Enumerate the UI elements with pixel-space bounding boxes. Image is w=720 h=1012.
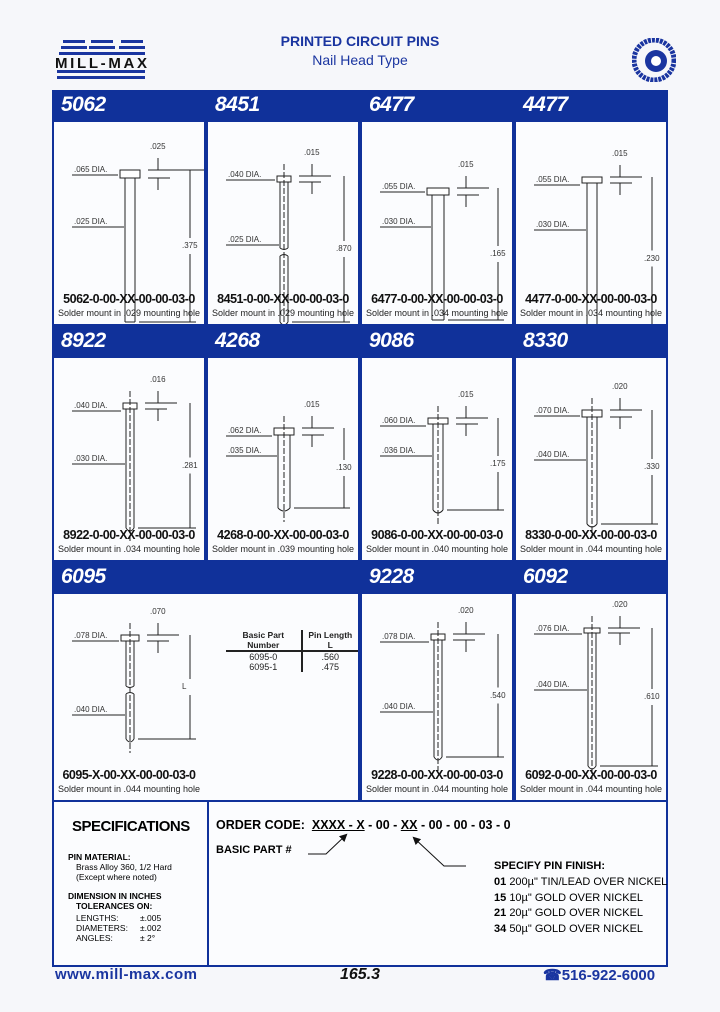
page-subtitle: Nail Head Type bbox=[312, 52, 408, 68]
length-label: .165 bbox=[490, 249, 506, 258]
order-part-number: 5062-0-00-XX-00-00-03-0 bbox=[63, 292, 195, 306]
pin-panel bbox=[362, 594, 512, 800]
shaft-diameter-label: .030 DIA. bbox=[382, 217, 416, 226]
page-title: PRINTED CIRCUIT PINS bbox=[280, 33, 440, 49]
head-thickness-label: .015 bbox=[304, 400, 320, 409]
pin-panel bbox=[516, 594, 666, 800]
page-number: 165.3 bbox=[340, 966, 381, 983]
pin-panel bbox=[362, 358, 512, 560]
phone-number: 516-922-6000 bbox=[561, 967, 656, 984]
shaft-diameter-label: .040 DIA. bbox=[536, 450, 570, 459]
mounting-note: Solder mount in .034 mounting hole bbox=[519, 308, 663, 318]
part-number-header: 4477 bbox=[523, 93, 568, 116]
tolerance-label: DIAMETERS: bbox=[76, 923, 128, 933]
length-label: .375 bbox=[182, 241, 198, 250]
tolerance-label: LENGTHS: bbox=[76, 913, 119, 923]
order-part-number: 8451-0-00-XX-00-00-03-0 bbox=[217, 292, 349, 306]
order-part-number: 4268-0-00-XX-00-00-03-0 bbox=[217, 528, 349, 542]
pin-panel bbox=[516, 358, 666, 560]
mounting-note: Solder mount in .029 mounting hole bbox=[211, 308, 355, 318]
pin-panel bbox=[208, 122, 358, 324]
specifications-box bbox=[52, 800, 668, 967]
head-thickness-label: .020 bbox=[612, 600, 628, 609]
mounting-note: Solder mount in .034 mounting hole bbox=[57, 544, 201, 554]
length-label: .130 bbox=[336, 463, 352, 472]
finish-code: 01 bbox=[494, 876, 507, 888]
part-number-header: 5062 bbox=[61, 93, 106, 116]
specifications-title: SPECIFICATIONS bbox=[72, 818, 190, 835]
phone-icon: ☎ bbox=[543, 967, 562, 984]
pin-material-label: PIN MATERIAL: bbox=[68, 852, 131, 862]
head-diameter-label: .078 DIA. bbox=[74, 631, 108, 640]
part-number-header: 9086 bbox=[369, 329, 414, 352]
pin-finish-label: SPECIFY PIN FINISH: bbox=[494, 860, 606, 872]
col-basic-part: Basic Part Number bbox=[226, 630, 302, 651]
shaft-diameter-label: .040 DIA. bbox=[536, 680, 570, 689]
shaft-diameter-label: .025 DIA. bbox=[228, 235, 262, 244]
part-number-header: 8451 bbox=[215, 93, 260, 116]
order-part-number: 8330-0-00-XX-00-00-03-0 bbox=[525, 528, 657, 542]
svg-text:MILL-MAX: MILL-MAX bbox=[55, 55, 147, 72]
pin-material: Brass Alloy 360, 1/2 Hard bbox=[76, 862, 172, 872]
part-number-header: 6092 bbox=[523, 565, 568, 588]
head-diameter-label: .040 DIA. bbox=[228, 170, 262, 179]
order-code-finish: XX bbox=[400, 818, 418, 832]
table-row bbox=[226, 662, 358, 672]
shaft-diameter-label: .030 DIA. bbox=[74, 454, 108, 463]
col-pin-length: Pin Length L bbox=[302, 630, 358, 651]
tolerance-value: ± 2° bbox=[140, 933, 156, 943]
precision-seal bbox=[632, 38, 676, 87]
head-diameter-label: .055 DIA. bbox=[382, 182, 416, 191]
mounting-note: Solder mount in .044 mounting hole bbox=[57, 784, 201, 794]
website-link[interactable]: www.mill-max.com bbox=[55, 966, 198, 983]
tolerances-label: TOLERANCES ON: bbox=[76, 901, 153, 911]
mounting-note: Solder mount in .044 mounting hole bbox=[519, 544, 663, 554]
finish-description: 10µ" GOLD OVER NICKEL bbox=[509, 891, 644, 904]
length-label: .175 bbox=[490, 459, 506, 468]
part-number-header: 8922 bbox=[61, 329, 106, 352]
head-diameter-label: .078 DIA. bbox=[382, 632, 416, 641]
head-thickness-label: .070 bbox=[150, 607, 166, 616]
length-label: .540 bbox=[490, 690, 506, 700]
shaft-diameter-label: .025 DIA. bbox=[74, 217, 108, 226]
head-thickness-label: .016 bbox=[150, 375, 166, 384]
order-part-number: 6092-0-00-XX-00-00-03-0 bbox=[525, 768, 657, 782]
pin-length-cell: .475 bbox=[321, 662, 340, 672]
order-part-number: 4477-0-00-XX-00-00-03-0 bbox=[525, 292, 657, 306]
head-diameter-label: .062 DIA. bbox=[228, 426, 262, 435]
head-thickness-label: .015 bbox=[612, 149, 628, 158]
finish-code: 34 bbox=[494, 922, 507, 935]
table-row bbox=[226, 651, 358, 662]
length-label: .330 bbox=[644, 462, 660, 471]
basic-part-cell: 6095-1 bbox=[226, 662, 302, 672]
tolerance-value: ±.005 bbox=[140, 913, 162, 923]
head-diameter-label: .076 DIA. bbox=[536, 624, 570, 633]
head-thickness-label: .015 bbox=[458, 390, 474, 399]
part-number-header: 8330 bbox=[523, 329, 568, 352]
pin-head bbox=[427, 188, 449, 195]
pin-panel bbox=[54, 122, 204, 324]
length-label: .281 bbox=[182, 460, 198, 470]
finish-option bbox=[494, 923, 643, 935]
length-label: .230 bbox=[644, 253, 660, 263]
pin-length-table bbox=[226, 630, 358, 672]
head-diameter-label: .065 DIA. bbox=[74, 165, 108, 174]
order-code-sep: - 00 - bbox=[364, 818, 401, 832]
basic-part-cell: 6095-0 bbox=[226, 651, 302, 662]
pin-panel bbox=[54, 594, 358, 800]
pin-length-cell: .560 bbox=[321, 652, 340, 662]
mounting-note: Solder mount in .044 mounting hole bbox=[519, 784, 663, 794]
order-part-number: 6095-X-00-XX-00-00-03-0 bbox=[62, 768, 196, 782]
dimension-label: DIMENSION IN INCHES bbox=[68, 891, 162, 901]
head-diameter-label: .055 DIA. bbox=[536, 175, 570, 184]
shaft-diameter-label: .035 DIA. bbox=[228, 446, 262, 455]
finish-option bbox=[494, 892, 643, 904]
pin-panel bbox=[54, 358, 204, 560]
finish-description: 200µ" TIN/LEAD OVER NICKEL bbox=[509, 876, 668, 888]
pin-head bbox=[582, 177, 602, 183]
mounting-note: Solder mount in .039 mounting hole bbox=[211, 544, 355, 554]
head-thickness-label: .020 bbox=[458, 606, 474, 615]
order-code-label: ORDER CODE: bbox=[216, 818, 305, 832]
finish-description: 20µ" GOLD OVER NICKEL bbox=[509, 907, 644, 919]
length-label: L bbox=[182, 682, 187, 691]
head-diameter-label: .060 DIA. bbox=[382, 416, 416, 425]
order-part-number: 8922-0-00-XX-00-00-03-0 bbox=[63, 528, 195, 542]
basic-part-label: BASIC PART # bbox=[216, 844, 292, 856]
shaft-diameter-label: .036 DIA. bbox=[382, 446, 416, 455]
mounting-note: Solder mount in .034 mounting hole bbox=[365, 308, 509, 318]
precision-seal-icon bbox=[632, 38, 676, 82]
head-diameter-label: .040 DIA. bbox=[74, 401, 108, 410]
mounting-note: Solder mount in .040 mounting hole bbox=[365, 544, 509, 554]
length-label: .870 bbox=[336, 244, 352, 253]
order-part-number: 9086-0-00-XX-00-00-03-0 bbox=[371, 528, 503, 542]
order-code-rest: - 00 - 00 - 03 - 0 bbox=[417, 818, 511, 832]
finish-option bbox=[494, 876, 667, 888]
shaft-diameter-label: .040 DIA. bbox=[74, 705, 108, 714]
head-thickness-label: .020 bbox=[612, 382, 628, 391]
part-number-header: 6477 bbox=[369, 93, 414, 116]
finish-option bbox=[494, 907, 643, 919]
tolerance-label: ANGLES: bbox=[76, 933, 113, 943]
order-part-number: 6477-0-00-XX-00-00-03-0 bbox=[371, 292, 503, 306]
shaft-diameter-label: .030 DIA. bbox=[536, 220, 570, 229]
tolerance-value: ±.002 bbox=[140, 923, 162, 933]
part-number-header: 4268 bbox=[215, 329, 260, 352]
mounting-note: Solder mount in .044 mounting hole bbox=[365, 784, 509, 794]
length-label: .610 bbox=[644, 692, 660, 701]
finish-description: 50µ" GOLD OVER NICKEL bbox=[509, 922, 644, 935]
order-part-number: 9228-0-00-XX-00-00-03-0 bbox=[371, 768, 503, 782]
finish-code: 21 bbox=[494, 907, 507, 919]
pin-panel bbox=[362, 122, 512, 324]
mounting-note: Solder mount in .029 mounting hole bbox=[57, 308, 201, 318]
pin-material-note: (Except where noted) bbox=[76, 872, 157, 882]
head-thickness-label: .025 bbox=[150, 142, 166, 151]
phone bbox=[543, 966, 655, 984]
head-diameter-label: .070 DIA. bbox=[536, 406, 570, 415]
pin-panel bbox=[516, 122, 666, 324]
finish-code: 15 bbox=[494, 891, 507, 904]
part-number-header: 6095 bbox=[61, 565, 106, 588]
pin-panel bbox=[208, 358, 358, 560]
shaft-diameter-label: .040 DIA. bbox=[382, 702, 416, 711]
head-thickness-label: .015 bbox=[458, 160, 474, 169]
pin-head bbox=[120, 170, 140, 178]
part-number-header: 9228 bbox=[369, 565, 414, 588]
order-code-basic-part: XXXX - X bbox=[311, 818, 365, 832]
head-thickness-label: .015 bbox=[304, 148, 320, 157]
